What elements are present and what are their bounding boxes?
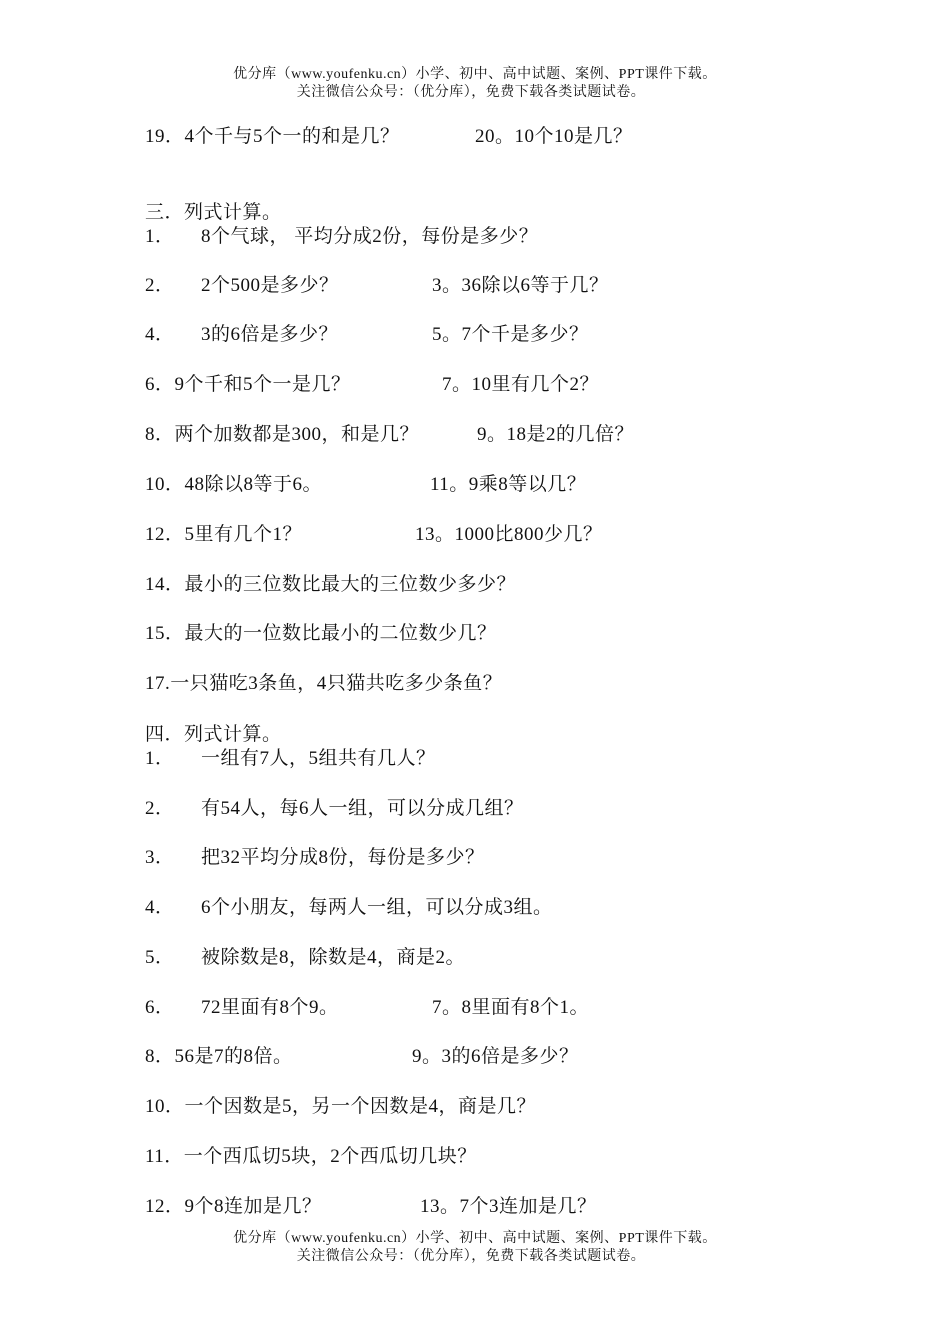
question-number: 2． — [145, 798, 175, 819]
question-8: 8．两个加数都是300，和是几？ — [145, 424, 420, 445]
question-11: 11．一个西瓜切5块，2个西瓜切几块？ — [145, 1146, 477, 1167]
question-12: 12．9个8连加是几？ — [145, 1196, 322, 1217]
question-number: 3． — [145, 847, 175, 868]
question-12: 12．5里有几个1？ — [145, 524, 303, 545]
question-10: 10．48除以8等于6。 — [145, 474, 323, 495]
question-3: 把32平均分成8份，每份是多少？ — [201, 847, 485, 868]
question-6: 72里面有8个9。 — [201, 997, 339, 1018]
question-7: 7。10里有几个2？ — [442, 374, 600, 395]
question-9: 9。3的6倍是多少？ — [412, 1046, 579, 1067]
section-4-title: 四．列式计算。 — [145, 724, 282, 745]
question-3: 3。36除以6等于几？ — [432, 275, 609, 296]
header-line-1: 优分库（www.youfenku.cn）小学、初中、高中试题、案例、PPT课件下载。 — [233, 67, 717, 82]
question-number: 2． — [145, 275, 175, 296]
question-9: 9。18是2的几倍？ — [477, 424, 635, 445]
question-19: 19．4个千与5个一的和是几？ — [145, 126, 400, 147]
footer-line-1: 优分库（www.youfenku.cn）小学、初中、高中试题、案例、PPT课件下载。 — [233, 1231, 717, 1246]
header-line-2: 关注微信公众号：（优分库），免费下载各类试题试卷。 — [296, 85, 646, 100]
question-number: 5． — [145, 947, 175, 968]
question-2: 2个500是多少？ — [201, 275, 339, 296]
question-4: 6个小朋友，每两人一组，可以分成3组。 — [201, 897, 553, 918]
footer-line-2: 关注微信公众号：（优分库），免费下载各类试题试卷。 — [296, 1249, 646, 1264]
question-10: 10．一个因数是5，另一个因数是4，商是几？ — [145, 1096, 537, 1117]
question-4: 3的6倍是多少？ — [201, 324, 339, 345]
question-20: 20。10个10是几？ — [475, 126, 633, 147]
question-15: 15．最大的一位数比最小的二位数少几？ — [145, 623, 497, 644]
question-11: 11。9乘8等以几？ — [430, 474, 587, 495]
page-footer — [0, 1230, 950, 1266]
question-5: 5。7个千是多少？ — [432, 324, 589, 345]
question-8: 8．56是7的8倍。 — [145, 1046, 293, 1067]
question-5: 被除数是8，除数是4，商是2。 — [201, 947, 466, 968]
question-14: 14．最小的三位数比最大的三位数少多少？ — [145, 574, 517, 595]
question-1: 一组有7人，5组共有几人？ — [201, 748, 436, 769]
question-13: 13。7个3连加是几？ — [420, 1196, 597, 1217]
question-number: 6． — [145, 997, 175, 1018]
page-header — [0, 66, 950, 102]
question-6: 6．9个千和5个一是几？ — [145, 374, 351, 395]
question-13: 13。1000比800少几？ — [415, 524, 603, 545]
question-2: 有54人，每6人一组，可以分成几组？ — [201, 798, 524, 819]
question-17: 17.一只猫吃3条鱼，4只猫共吃多少条鱼？ — [145, 673, 503, 694]
section-3-title: 三．列式计算。 — [145, 202, 282, 223]
question-7: 7。8里面有8个1。 — [432, 997, 590, 1018]
question-1: 8个气球， 平均分成2份，每份是多少？ — [201, 226, 539, 247]
question-number: 1． — [145, 226, 175, 247]
question-number: 4． — [145, 897, 175, 918]
question-number: 1． — [145, 748, 175, 769]
question-number: 4． — [145, 324, 175, 345]
